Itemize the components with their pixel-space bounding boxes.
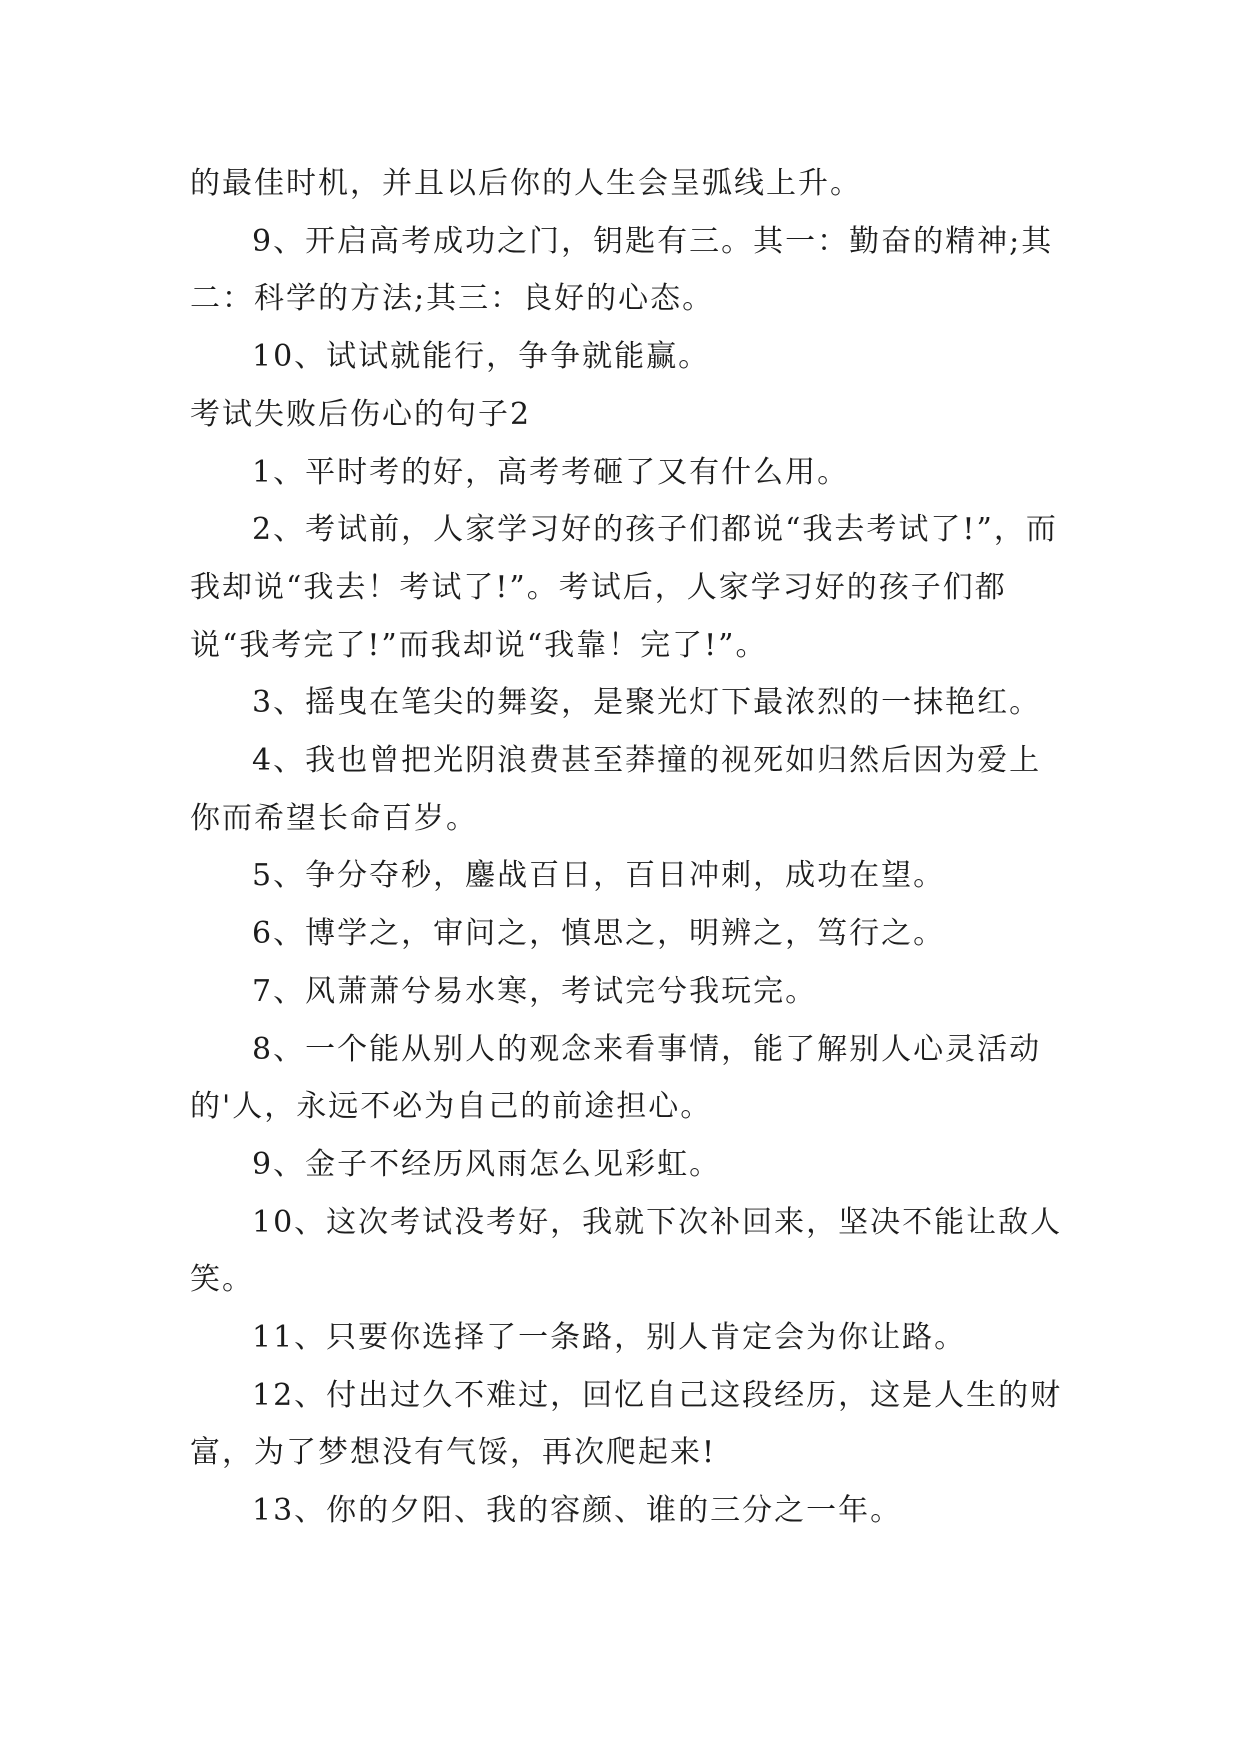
list-item: 13、你的夕阳、我的容颜、谁的三分之一年。 (252, 1493, 903, 1529)
list-item: 10、这次考试没考好，我就下次补回来，坚决不能让敌人笑。 (190, 1204, 1063, 1298)
document-body (190, 155, 1070, 1540)
list-item-9: 9、开启高考成功之门，钥匙有三。其一：勤奋的精神;其二：科学的方法;其三：良好的心态。 (190, 223, 1054, 317)
list-item: 5、争分夺秒，鏖战百日，百日冲刺，成功在望。 (252, 858, 946, 894)
list-item: 3、摇曳在笔尖的舞姿，是聚光灯下最浓烈的一抹艳红。 (252, 685, 1042, 721)
list-item-10: 10、试试就能行，争争就能赢。 (252, 339, 711, 375)
list-item: 6、博学之，审问之，慎思之，明辨之，笃行之。 (252, 916, 946, 952)
list-item: 12、付出过久不难过，回忆自己这段经历，这是人生的财富，为了梦想没有气馁，再次爬起来! (190, 1377, 1063, 1471)
section-heading: 考试失败后伤心的句子2 (190, 396, 532, 432)
list-item: 8、一个能从别人的观念来看事情，能了解别人心灵活动的'人，永远不必为自己的前途担心。 (190, 1031, 1042, 1125)
list-item: 11、只要你选择了一条路，别人肯定会为你让路。 (252, 1320, 967, 1356)
list-item: 2、考试前，人家学习好的孩子们都说“我去考试了!”，而我却说“我去！考试了!”。考试后，人家学习好的孩子们都说“我考完了!”而我却说“我靠！完了!”。 (190, 512, 1058, 663)
list-item: 9、金子不经历风雨怎么见彩虹。 (252, 1146, 722, 1182)
list-item: 7、风萧萧兮易水寒，考试完兮我玩完。 (252, 973, 818, 1009)
paragraph-continuation: 的最佳时机，并且以后你的人生会呈弧线上升。 (190, 166, 862, 201)
list-item: 1、平时考的好，高考考砸了又有什么用。 (252, 454, 850, 490)
list-item: 4、我也曾把光阴浪费甚至莽撞的视死如归然后因为爱上你而希望长命百岁。 (190, 743, 1042, 836)
